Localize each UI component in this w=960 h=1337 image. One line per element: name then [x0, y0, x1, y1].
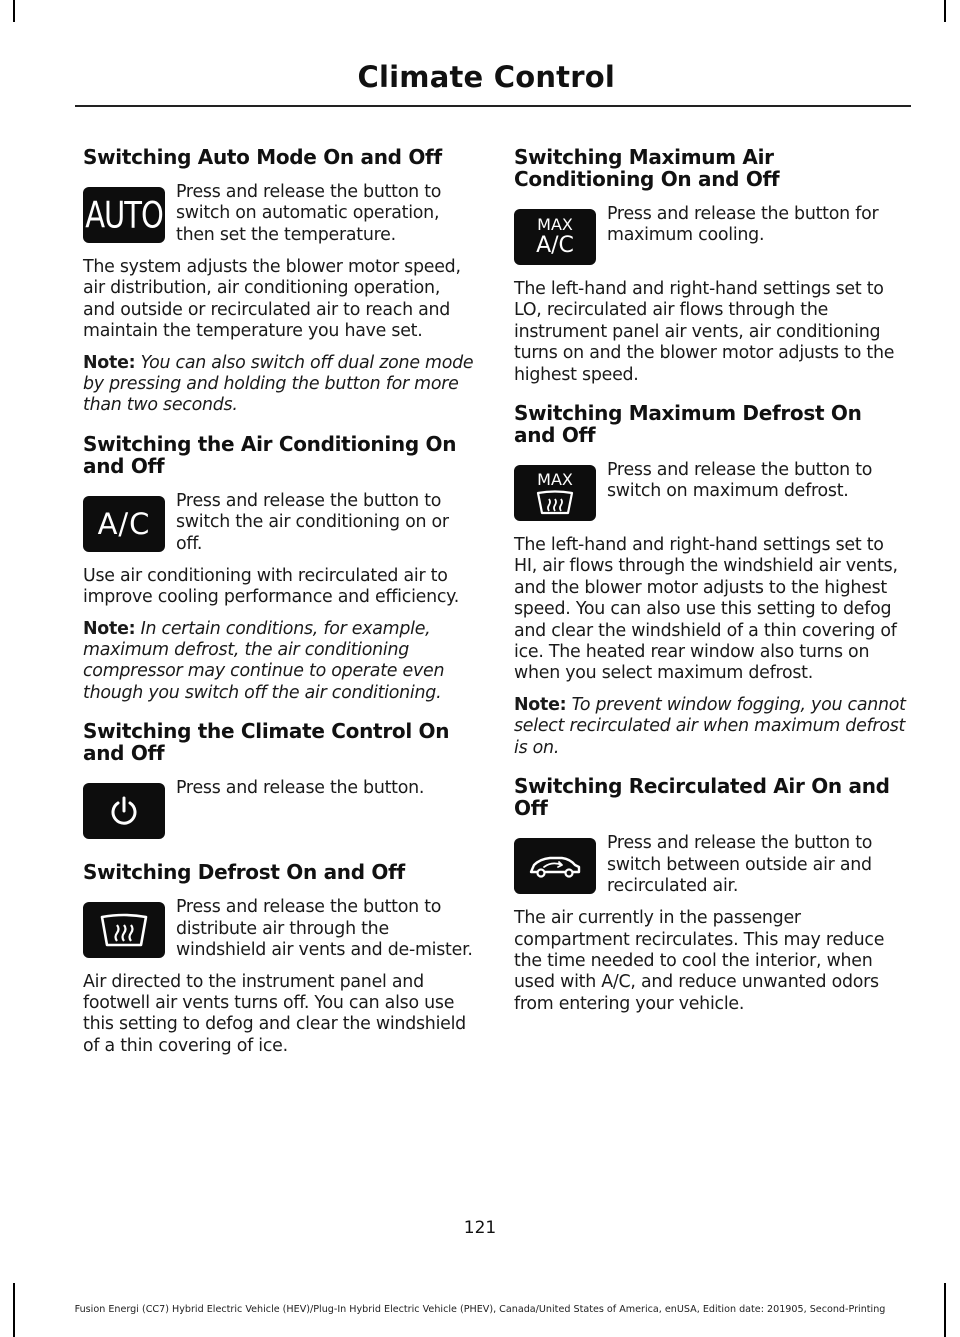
- note: Note: In certain conditions, for example, maximum defrost, the air conditioning compressor may continue to operate even though you switch off the air conditioning.: [83, 618, 445, 703]
- icon-row: [514, 204, 906, 279]
- page-number: 121: [463, 1218, 497, 1238]
- right-column: [514, 146, 906, 1025]
- crop-mark-top: [13, 0, 15, 22]
- section-heading: Switching Maximum Defrost On and Off: [514, 401, 862, 448]
- section-heading: Switching Auto Mode On and Off: [83, 145, 442, 169]
- icon-description: Press and release the button for maximum cooling.: [607, 204, 879, 246]
- note: Note: You can also switch off dual zone mode by pressing and holding the button for more than two seconds.: [83, 352, 474, 416]
- section-heading: Switching Defrost On and Off: [83, 860, 405, 885]
- icon-description: Press and release the button to switch between outside air and recirculated air.: [607, 833, 873, 896]
- max-ac-button-icon: MAX A/C: [514, 209, 596, 265]
- section-heading: Switching Maximum Air Conditioning On and Off: [514, 145, 780, 191]
- icon-row: [83, 182, 475, 257]
- section-heading: Switching Recirculated Air On and Off: [514, 774, 890, 821]
- power-icon: [83, 783, 165, 839]
- body-text: The air currently in the passenger compartment recirculates. This may reduce the time needed to cool the interior, when used with A/C, and reduce unwanted odors from entering your vehicle.: [514, 908, 885, 1014]
- crop-mark-top: [944, 0, 946, 22]
- windshield-defrost-icon: [83, 902, 165, 958]
- body-text: Air directed to the instrument panel and footwell air vents turns off. You can also use this setting to defog and clear the windshield of a thin covering of ice.: [83, 971, 466, 1056]
- icon-description: Press and release the button.: [176, 778, 425, 799]
- header-divider: [75, 105, 911, 107]
- icon-description: Press and release the button to switch on maximum defrost.: [607, 460, 873, 502]
- icon-description: Press and release the button to switch on automatic operation, then set the temperature.: [176, 182, 442, 245]
- footer-text: Fusion Energi (CC7) Hybrid Electric Vehicle (HEV)/Plug-In Hybrid Electric Vehicle (PHEV), Canada/United States of America, enUSA, Edition date: 201905, Second-Printing: [74, 1304, 886, 1315]
- icon-row: [83, 897, 475, 961]
- icon-row: [83, 491, 475, 566]
- section-air-conditioning: [83, 433, 475, 704]
- auto-button-icon: AUTO: [83, 187, 165, 243]
- section-recirculated-air: [514, 775, 906, 1015]
- body-text: The left-hand and right-hand settings set to HI, air flows through the windshield air vents, and the blower motor adjusts to the highest speed. You can also use this setting to defog and clear the windshield of a thin covering of ice. The heated rear window also turns on when you select maximum defrost.: [514, 535, 898, 684]
- body-text: The system adjusts the blower motor speed, air distribution, air conditioning operation, and outside or recirculated air to reach and maintain the temperature you have set.: [83, 257, 461, 342]
- icon-row: [83, 778, 475, 853]
- section-max-defrost: [514, 402, 906, 759]
- recirculated-air-icon: [514, 838, 596, 894]
- section-heading: Switching the Climate Control On and Off: [83, 719, 450, 766]
- icon-row: [514, 460, 906, 535]
- section-max-ac: [514, 146, 906, 386]
- section-auto-mode: [83, 146, 475, 417]
- icon-description: Press and release the button to switch the air conditioning on or off.: [176, 490, 449, 554]
- section-defrost: [83, 861, 475, 1057]
- note: Note: To prevent window fogging, you cannot select recirculated air when maximum defrost is on.: [514, 694, 906, 758]
- body-text: Use air conditioning with recirculated air to improve cooling performance and efficiency.: [83, 565, 460, 608]
- section-heading: Switching the Air Conditioning On and Off: [83, 431, 457, 478]
- section-climate-control: [83, 720, 475, 853]
- max-defrost-icon: MAX: [514, 465, 596, 521]
- icon-row: [514, 833, 906, 908]
- body-text: The left-hand and right-hand settings set to LO, recirculated air flows through the instrument panel air vents, air conditioning turns on and the blower motor adjusts to the highest speed.: [514, 279, 895, 385]
- left-column: [83, 146, 475, 1067]
- ac-button-icon: A/C: [83, 496, 165, 552]
- page-title: Climate Control: [357, 60, 615, 94]
- icon-description: Press and release the button to distribute air through the windshield air vents and de-mister.: [176, 897, 473, 961]
